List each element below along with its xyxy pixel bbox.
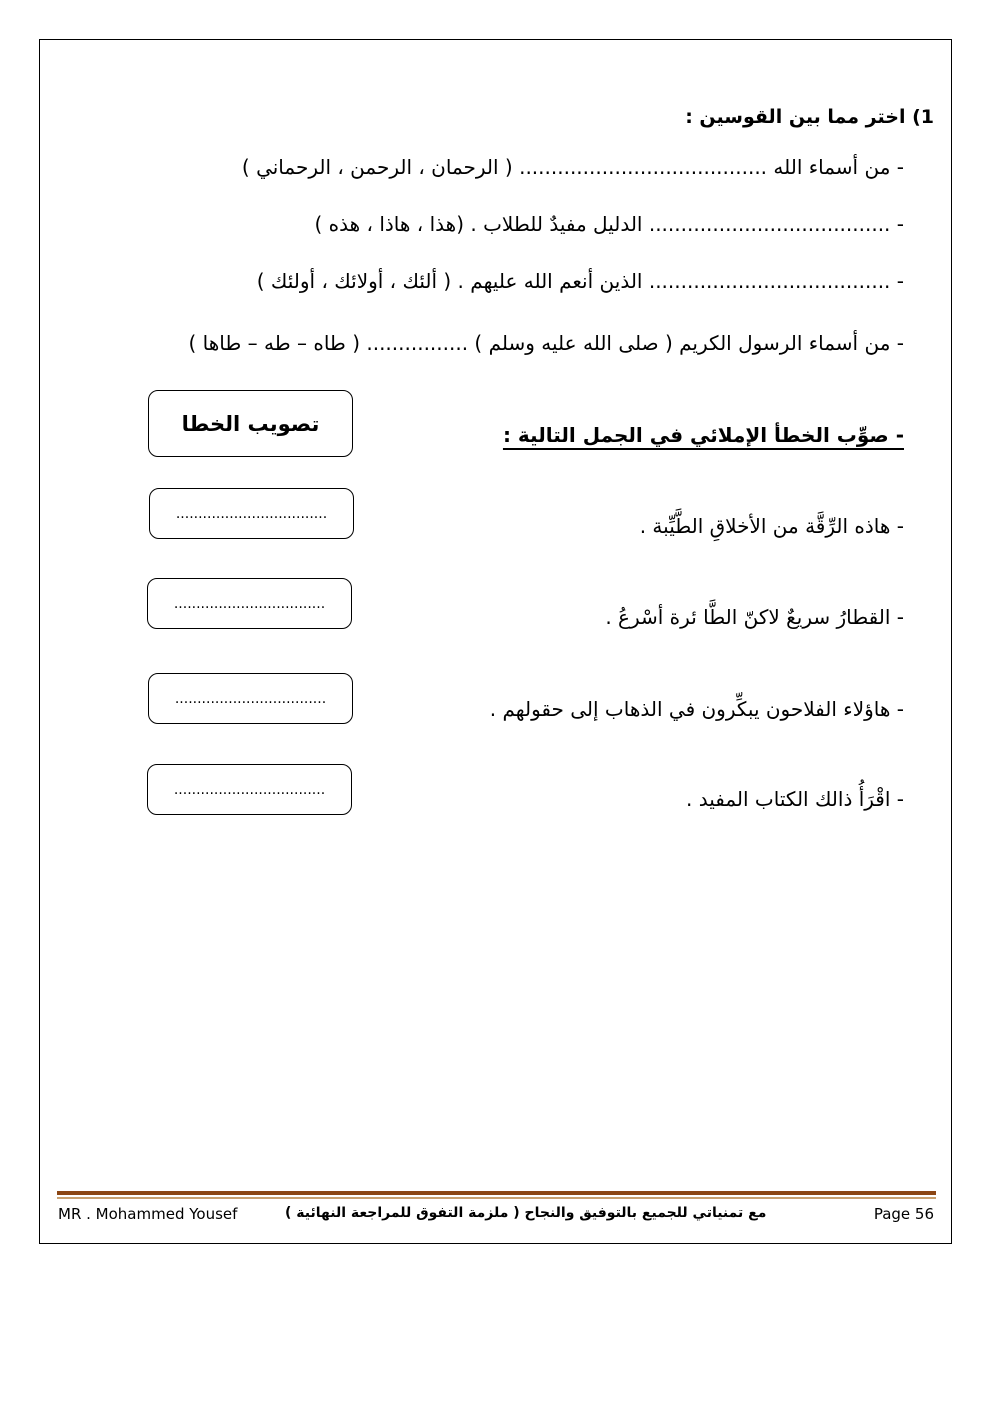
footer-rule <box>57 1191 936 1195</box>
sentence-2: - القطارُ سريعٌ لاكنّ الطَّا ئرة أسْرعُ . <box>605 605 904 629</box>
question-item-2: - ...................................... الدليل مفيدٌ للطلاب . (هذا ، هاذا ، هذه ) <box>314 212 904 236</box>
answer-box-3[interactable]: .................................. <box>148 673 353 724</box>
sentence-4: - اقْرَأُ ذالك الكتاب المفيد . <box>686 787 904 811</box>
footer-message: مع تمنياتي للجميع بالتوفيق والنجاح ( ملزمة التفوق للمراجعة النهائية ) <box>285 1205 767 1221</box>
question-item-1: - من أسماء الله ....................................... ( الرحمان ، الرحمن ، الرحماني ) <box>241 155 904 179</box>
footer-page: Page 56 <box>873 1205 934 1223</box>
question-item-4: - من أسماء الرسول الكريم ( صلى الله عليه وسلم ) ................ ( طاه – طه – طاها ) <box>188 331 904 355</box>
correction-header: تصويب الخطا <box>148 390 353 457</box>
sentence-1: - هاذه الرِّقَّة من الأخلاقِ الطَّيِّبة . <box>639 514 904 538</box>
sentence-3: - هاؤلاء الفلاحون يبكِّرون في الذهاب إلى حقولهم . <box>489 697 904 721</box>
answer-box-2[interactable]: .................................. <box>147 578 352 629</box>
footer-rule-light <box>57 1197 936 1199</box>
section-title: - صوِّب الخطأ الإملائي في الجمل التالية : <box>502 423 904 447</box>
answer-box-1[interactable]: .................................. <box>149 488 354 539</box>
footer-author: MR . Mohammed Yousef <box>58 1205 238 1223</box>
question-title: 1) اختر مما بين القوسين : <box>685 106 934 128</box>
question-item-3: - ...................................... الذين أنعم الله عليهم . ( ألئك ، أولائك ، أولئك ) <box>256 269 904 293</box>
answer-box-4[interactable]: .................................. <box>147 764 352 815</box>
